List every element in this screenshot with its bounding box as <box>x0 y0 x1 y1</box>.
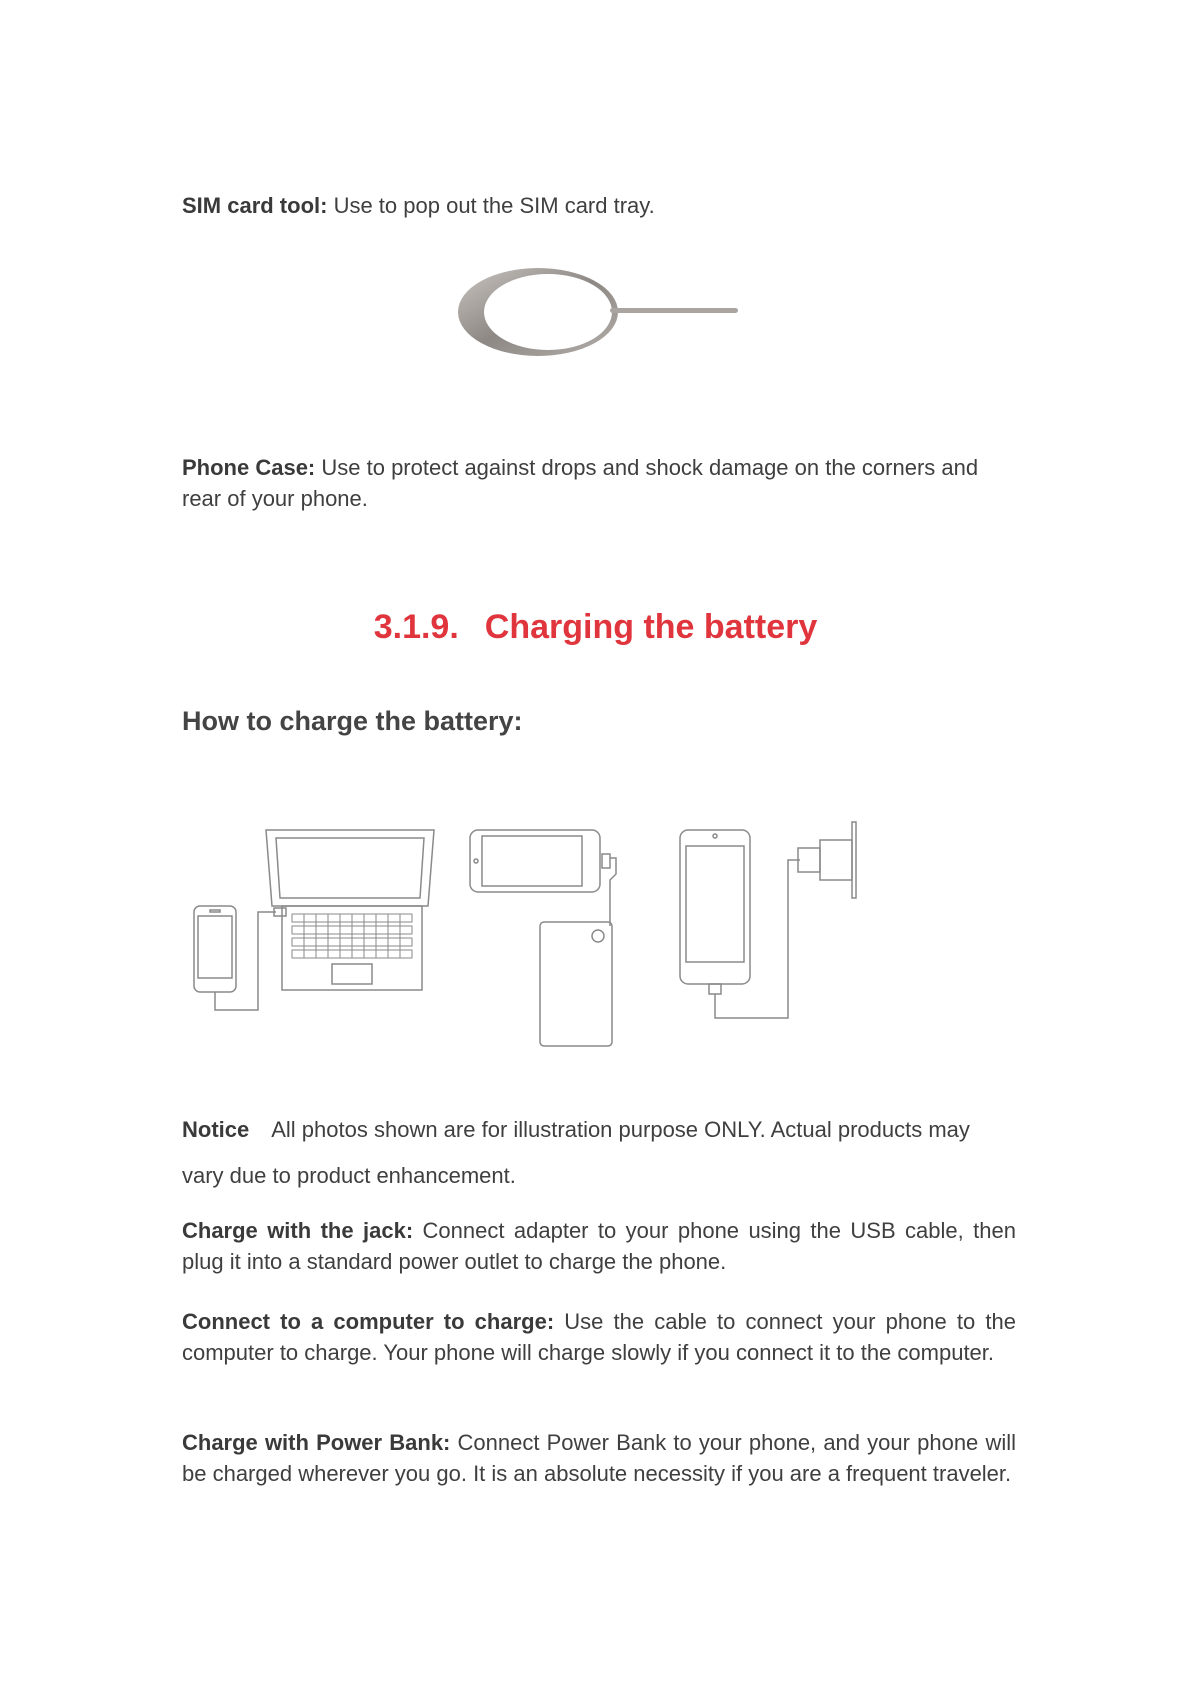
sim-tool-text: Use to pop out the SIM card tray. <box>327 193 655 218</box>
charge-powerbank-text: Connect Power Bank to your phone, and your phone will be charged wherever you go. It is an absolute necessity if you are a frequent traveler. <box>182 1430 1016 1486</box>
charge-powerbank-label: Charge with Power Bank: <box>182 1430 451 1455</box>
section-number: 3.1.9. <box>373 608 459 646</box>
laptop-charging-graphic <box>194 830 434 1010</box>
charge-computer-text: Use the cable to connect your phone to the computer to charge. Your phone will charge slowly if you connect it to the computer. <box>182 1309 1016 1365</box>
charge-jack-paragraph <box>182 1215 1016 1277</box>
charge-computer-paragraph <box>182 1306 1016 1368</box>
sim-tool-label: SIM card tool: <box>182 193 328 218</box>
sim-tool-paragraph <box>182 190 1016 221</box>
charge-powerbank-paragraph <box>182 1427 1016 1489</box>
charge-jack-label: Charge with the jack: <box>182 1218 414 1243</box>
sim-tool-image <box>450 262 750 362</box>
phone-case-text: Use to protect against drops and shock damage on the corners and rear of your phone. <box>182 455 979 511</box>
subheading: How to charge the battery: <box>182 706 523 736</box>
section-title: Charging the battery <box>484 608 818 646</box>
notice-paragraph <box>182 1107 1016 1199</box>
section-heading <box>0 608 1191 647</box>
notice-label: Notice <box>182 1117 250 1142</box>
phone-case-label: Phone Case: <box>182 455 316 480</box>
phone-case-paragraph <box>182 452 1016 514</box>
charge-jack-text: Connect adapter to your phone using the USB cable, then plug it into a standard power outlet to charge the phone. <box>182 1218 1016 1274</box>
wall-adapter-charging-graphic <box>680 822 856 1018</box>
charge-computer-label: Connect to a computer to charge: <box>182 1309 555 1334</box>
powerbank-charging-graphic <box>470 830 616 1046</box>
notice-text: All photos shown are for illustration purpose ONLY. Actual products may vary due to product enhancement. <box>182 1117 970 1188</box>
charging-illustration <box>180 790 920 1060</box>
